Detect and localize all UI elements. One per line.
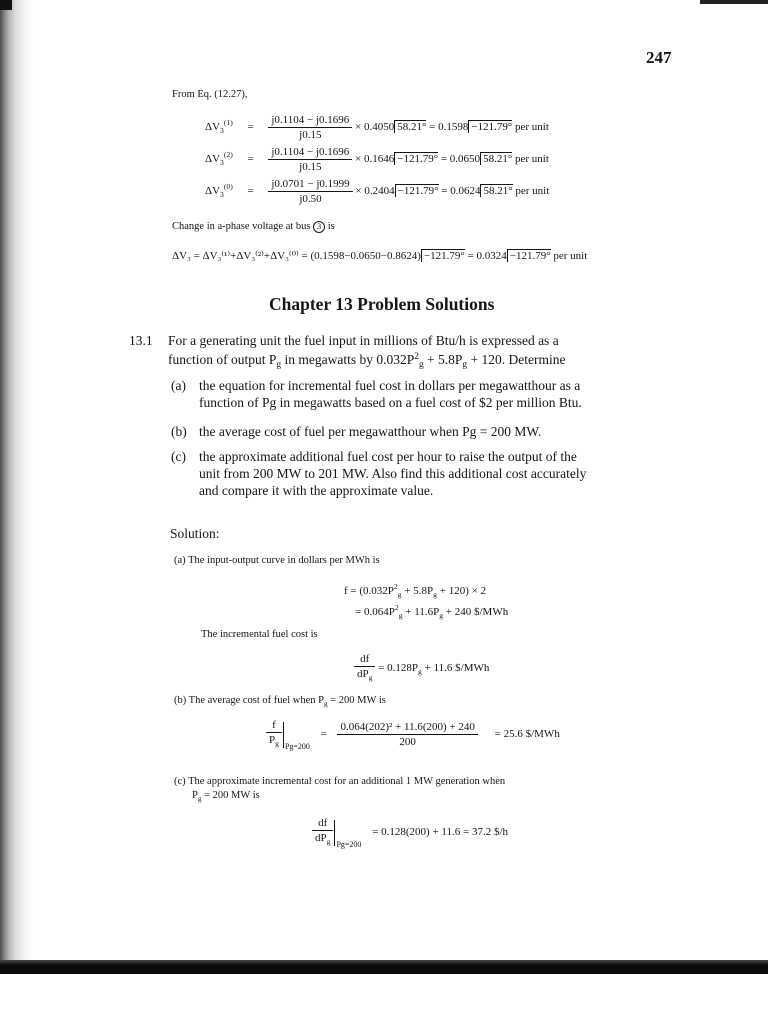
page-number: 247 bbox=[646, 48, 672, 67]
part-c-line-2: unit from 200 MW to 201 MW. Also find this additional cost accurately bbox=[199, 466, 587, 481]
solution-a-eq-1: $f = (0.032P^2_g + 5.8P_g + 120) \times 2$ bbox=[344, 582, 487, 599]
part-a-label: (a) bbox=[171, 378, 186, 393]
chapter-title: Chapter 13 Problem Solutions bbox=[269, 294, 495, 314]
part-c-line-1: the approximate additional fuel cost per hour to raise the output of the bbox=[199, 449, 577, 464]
sum-equation: ΔV₃ = ΔV₃⁽¹⁾+ΔV₃⁽²⁾+ΔV₃⁽⁰⁾ = (0.1598−0.0650−0.8624) −121.79° = 0.0324 −121.79° per unit bbox=[172, 250, 588, 262]
part-b-line-1: the average cost of fuel per megawatthour when Pg = 200 MW. bbox=[199, 424, 542, 439]
part-b-label: (b) bbox=[171, 424, 187, 439]
delta-v-row-1: $\Delta V_3^{(1)}$ = $\frac{j0.1104 - j0.1696}{j0.15}$ × 0.4050 58.21° = 0.1598 −121.79° per unit bbox=[205, 114, 549, 141]
problem-number: 13.1 bbox=[129, 333, 153, 348]
problem-line-1: For a generating unit the fuel input in millions of Btu/h is expressed as a bbox=[168, 333, 559, 348]
fraction: $\frac{j0.0701 - j0.1999}{j0.50}$ bbox=[268, 177, 352, 206]
problem-line-2: function of output $P_g$ in megawatts by $0.032P^2_g + 5.8P_g + 120$. Determine bbox=[168, 352, 566, 370]
delta-v-row-2: $\Delta V_3^{(2)}$ = $\frac{j0.1104 - j0.1696}{j0.15}$ × 0.1646 −121.79° = 0.0650 58.21° per unit bbox=[205, 146, 549, 173]
part-c-line-3: and compare it with the approximate value. bbox=[199, 483, 434, 498]
scan-mark-top bbox=[0, 0, 12, 10]
scan-shadow-bottom bbox=[0, 960, 768, 974]
solution-a-eq-2: = $0.064P^2_g + 11.6P_g + 240$ $/MWh bbox=[355, 603, 509, 620]
fraction: $\frac{j0.1104 - j0.1696}{j0.15}$ bbox=[268, 145, 352, 174]
solution-b-equation: $\frac{f}{P_g}$ $_{Pg=200}$ = $\frac{\text{0.064(202)² + 11.6(200) + 240}}{200}$ = 25.6 $/MWh bbox=[266, 718, 560, 751]
fraction: $\frac{j0.1104 - j0.1696}{j0.15}$ bbox=[268, 113, 352, 142]
solution-c-equation: $\frac{df}{dP_g}$ $_{Pg=200}$ = 0.128(200) + 11.6 = 37.2 $/h bbox=[312, 816, 508, 849]
solution-label: Solution: bbox=[170, 526, 220, 541]
part-a-line-2: function of Pg in megawatts based on a fuel cost of $2 per million Btu. bbox=[199, 395, 582, 410]
change-text: Change in a-phase voltage at bus 3 is bbox=[172, 221, 335, 232]
scan-shadow-left bbox=[0, 0, 34, 960]
intro-text: From Eq. (12.27), bbox=[172, 89, 248, 100]
part-a-line-1: the equation for incremental fuel cost in dollars per megawatthour as a bbox=[199, 378, 581, 393]
part-c-label: (c) bbox=[171, 449, 186, 464]
solution-b-intro: (b) The average cost of fuel when $P_g = 200$ MW is bbox=[174, 695, 386, 708]
scan-mark-top-right bbox=[700, 0, 768, 4]
bus-number: 3 bbox=[313, 221, 325, 233]
solution-a-derivative: $\frac{df}{dP_g}$ = $0.128P_g + 11.6$ $/MWh bbox=[354, 652, 489, 685]
solution-a-intro: (a) The input-output curve in dollars per MWh is bbox=[174, 555, 380, 566]
delta-v-row-3: $\Delta V_3^{(0)}$ = $\frac{j0.0701 - j0.1999}{j0.50}$ × 0.2404 −121.79° = 0.0624 58.21° per unit bbox=[205, 178, 550, 205]
solution-c-intro-2: $P_g = 200$ MW is bbox=[192, 790, 260, 803]
solution-c-intro: (c) The approximate incremental cost for an additional 1 MW generation when bbox=[174, 776, 506, 787]
solution-a-incremental: The incremental fuel cost is bbox=[201, 629, 318, 640]
